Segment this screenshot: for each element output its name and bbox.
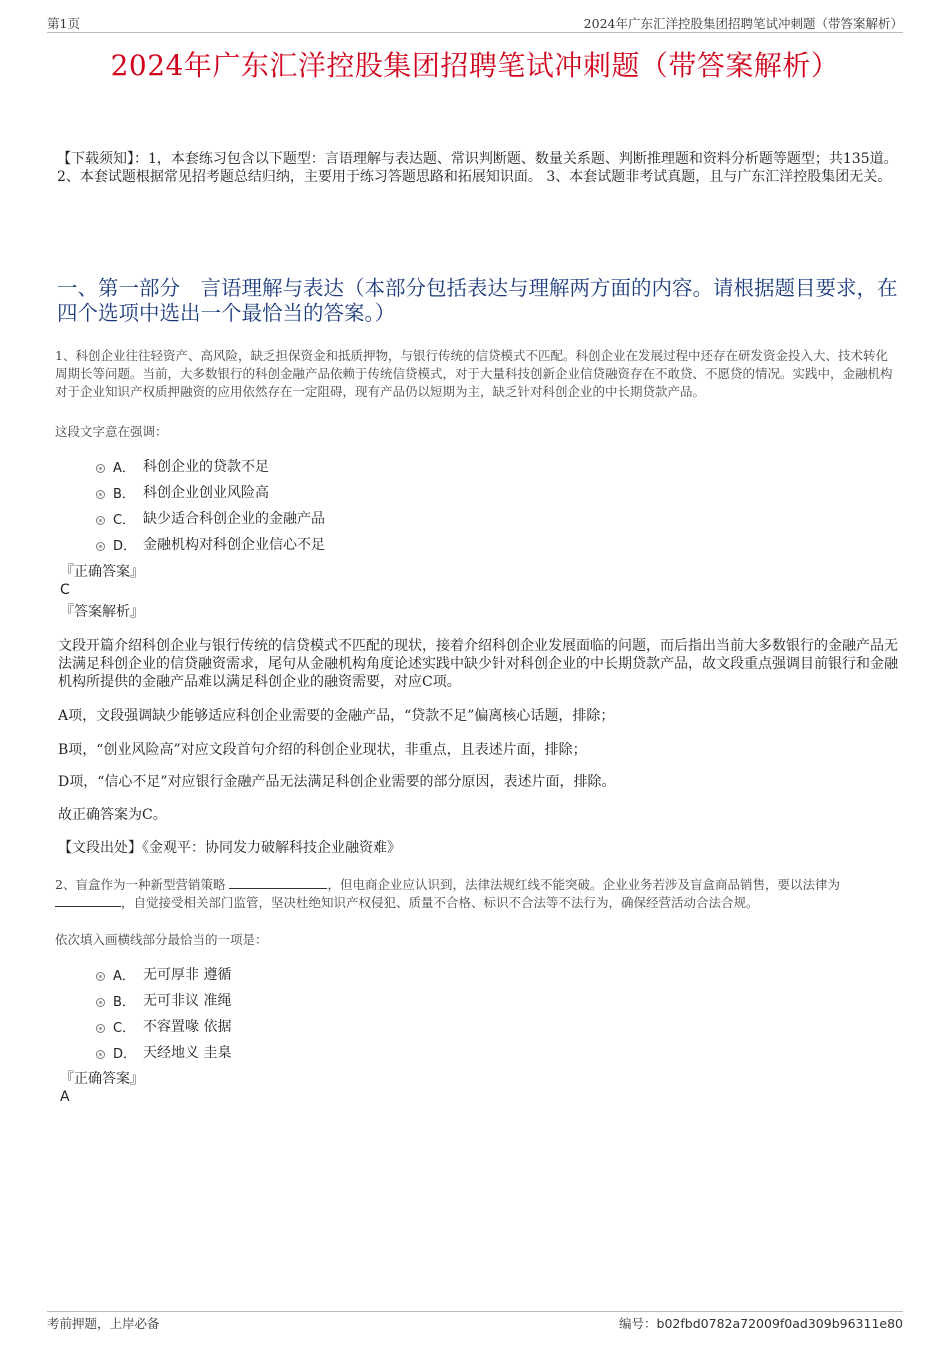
question-2-prompt: 依次填入画横线部分最恰当的一项是： xyxy=(55,932,268,947)
analysis-label: 『答案解析』 xyxy=(60,604,144,620)
analysis-paragraph: 故正确答案为C。 xyxy=(58,807,167,823)
radio-icon[interactable] xyxy=(96,490,105,499)
fill-blank xyxy=(229,876,327,889)
footer-divider xyxy=(47,1311,903,1312)
header-doc-title: 2024年广东汇洋控股集团招聘笔试冲刺题（带答案解析） xyxy=(583,16,903,31)
option-b[interactable]: B． 科创企业创业风险高 xyxy=(96,479,325,505)
answer-value: A xyxy=(60,1089,70,1105)
radio-icon[interactable] xyxy=(96,1024,105,1033)
option-b[interactable]: B． 无可非议 准绳 xyxy=(96,987,231,1013)
analysis-paragraph: A项，文段强调缺少能够适应科创企业需要的金融产品，“贷款不足”偏离核心话题，排除； xyxy=(58,708,615,724)
option-d[interactable]: D． 金融机构对科创企业信心不足 xyxy=(96,531,325,557)
radio-icon[interactable] xyxy=(96,972,105,981)
option-c[interactable]: C． 不容置喙 依据 xyxy=(96,1013,231,1039)
analysis-paragraph: 文段开篇介绍科创企业与银行传统的信贷模式不匹配的现状，接着介绍科创企业发展面临的问题，而后指出当前大多数银行的金融产品无法满足科创企业的信贷融资需求，尾句从金融机构角度论述实践中缺少针对科创企业的中长期贷款产品，故文段重点强调目前银行和金融机构所提供的金融产品难以满足科创企业的融资需要，对应C项。 xyxy=(58,638,898,690)
radio-icon[interactable] xyxy=(96,516,105,525)
question-2-text: 2、盲盒作为一种新型营销策略 ，但电商企业应认识到，法律法规红线不能突破。企业业务若涉及盲盒商品销售，要以法律为 ，自觉接受相关部门监管，坚决杜绝知识产权侵犯、质量不合格、标识不合法等不法行为，确保经营活动合法合规。 xyxy=(55,877,840,910)
answer-label: 『正确答案』 xyxy=(60,1071,144,1087)
footer-slogan: 考前押题，上岸必备 xyxy=(47,1316,160,1331)
analysis-paragraph: B项，“创业风险高”对应文段首句介绍的科创企业现状，非重点，且表述片面，排除； xyxy=(58,742,587,758)
section-heading: 一、第一部分 言语理解与表达（本部分包括表达与理解两方面的内容。请根据题目要求，在四个选项中选出一个最恰当的答案。） xyxy=(57,276,898,325)
document-code: 编号：b02fbd0782a72009f0ad309b96311e80 xyxy=(619,1316,903,1331)
option-c[interactable]: C． 缺少适合科创企业的金融产品 xyxy=(96,505,325,531)
analysis-paragraph: D项，“信心不足”对应银行金融产品无法满足科创企业需要的部分原因，表述片面，排除。 xyxy=(58,774,616,790)
question-1-options xyxy=(96,453,325,557)
answer-value: C xyxy=(60,582,70,598)
download-notice: 【下载须知】：1，本套练习包含以下题型：言语理解与表达题、常识判断题、数量关系题、判断推理题和资料分析题等题型；共135道。 2、本套试题根据常见招考题总结归纳，主要用于练习答题思路和拓展知识面。 3、本套试题非考试真题，且与广东汇洋控股集团无关。 xyxy=(57,151,898,185)
question-1-text: 1、科创企业往往轻资产、高风险，缺乏担保资金和抵质押物，与银行传统的信贷模式不匹配。科创企业在发展过程中还存在研发资金投入大、技术转化周期长等问题。当前，大多数银行的科创金融产品依赖于传统信贷模式，对于大量科技创新企业信贷融资存在不敢贷、不愿贷的情况。实践中，金融机构对于企业知识产权质押融资的应用依然存在一定阻碍，现有产品仍以短期为主，缺乏针对科创企业的中长期贷款产品。 xyxy=(55,348,893,399)
radio-icon[interactable] xyxy=(96,998,105,1007)
fill-blank xyxy=(55,894,121,907)
option-d[interactable]: D． 天经地义 圭臬 xyxy=(96,1039,231,1065)
source-citation: 【文段出处】《金观平：协同发力破解科技企业融资难》 xyxy=(58,840,401,856)
option-a[interactable]: A． 无可厚非 遵循 xyxy=(96,961,231,987)
radio-icon[interactable] xyxy=(96,1050,105,1059)
header-divider xyxy=(47,32,903,33)
page-title: 2024年广东汇洋控股集团招聘笔试冲刺题（带答案解析） xyxy=(110,49,840,82)
question-2-options xyxy=(96,961,231,1065)
answer-label: 『正确答案』 xyxy=(60,564,144,580)
radio-icon[interactable] xyxy=(96,464,105,473)
option-a[interactable]: A． 科创企业的贷款不足 xyxy=(96,453,325,479)
question-1-prompt: 这段文字意在强调： xyxy=(55,424,168,439)
page-number: 第1页 xyxy=(47,16,80,31)
radio-icon[interactable] xyxy=(96,542,105,551)
